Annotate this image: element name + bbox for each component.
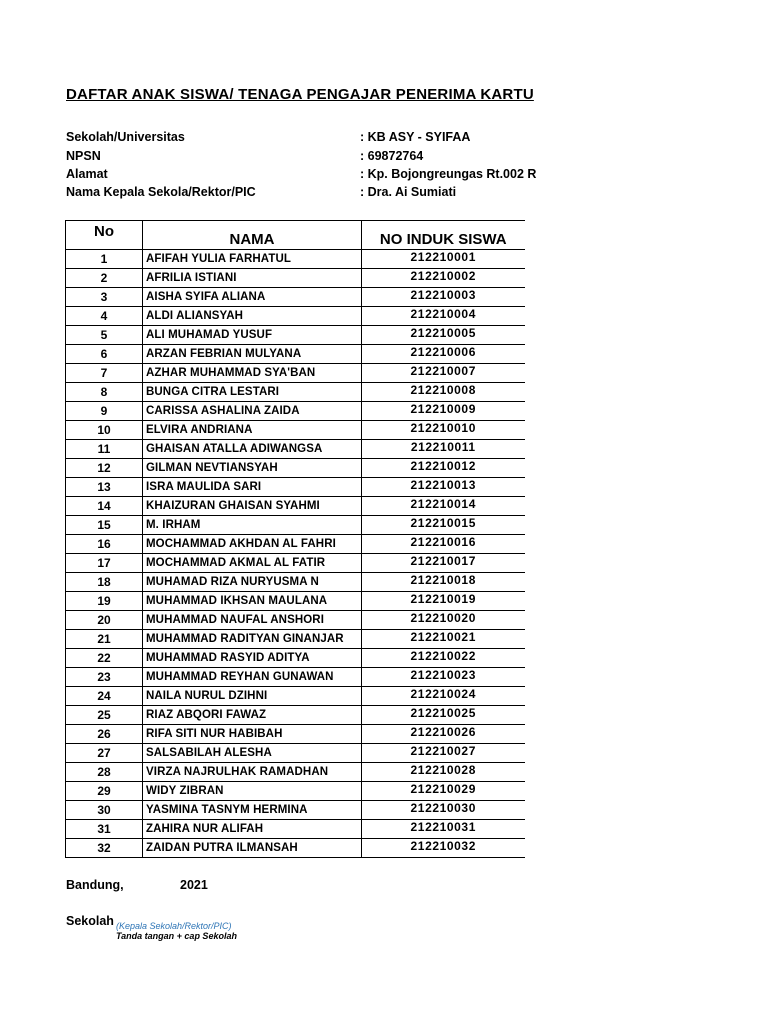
- table-row: [66, 801, 525, 820]
- cell-student-id: 212210011: [362, 440, 525, 459]
- cell-student-id: 212210008: [362, 383, 525, 402]
- cell-name: AFIFAH YULIA FARHATUL: [143, 250, 362, 269]
- cell-name: WIDY ZIBRAN: [143, 782, 362, 801]
- cell-name: SALSABILAH ALESHA: [143, 744, 362, 763]
- cell-student-id: 212210028: [362, 763, 525, 782]
- cell-student-id: 212210022: [362, 649, 525, 668]
- table-row: [66, 250, 525, 269]
- cell-student-id: 212210007: [362, 364, 525, 383]
- table-row: [66, 630, 525, 649]
- cell-name: RIFA SITI NUR HABIBAH: [143, 725, 362, 744]
- cell-no: 25: [66, 706, 143, 725]
- cell-name: CARISSA ASHALINA ZAIDA: [143, 402, 362, 421]
- cell-name: ARZAN FEBRIAN MULYANA: [143, 345, 362, 364]
- cell-student-id: 212210014: [362, 497, 525, 516]
- cell-student-id: 212210031: [362, 820, 525, 839]
- footer-year: 2021: [180, 878, 208, 892]
- header-name: NAMA: [143, 221, 362, 250]
- cell-no: 16: [66, 535, 143, 554]
- cell-no: 26: [66, 725, 143, 744]
- info-label: Sekolah/Universitas: [66, 130, 185, 144]
- header-student-id: NO INDUK SISWA: [362, 221, 525, 250]
- cell-student-id: 212210004: [362, 307, 525, 326]
- table-row: [66, 383, 525, 402]
- cell-student-id: 212210003: [362, 288, 525, 307]
- cell-no: 4: [66, 307, 143, 326]
- table-row: [66, 839, 525, 858]
- cell-student-id: 212210020: [362, 611, 525, 630]
- cell-student-id: 212210002: [362, 269, 525, 288]
- cell-name: GHAISAN ATALLA ADIWANGSA: [143, 440, 362, 459]
- cell-name: AISHA SYIFA ALIANA: [143, 288, 362, 307]
- footer-school-label: Sekolah: [66, 914, 114, 928]
- cell-student-id: 212210029: [362, 782, 525, 801]
- cell-name: RIAZ ABQORI FAWAZ: [143, 706, 362, 725]
- signature-note: Tanda tangan + cap Sekolah: [116, 931, 237, 941]
- document-title: DAFTAR ANAK SISWA/ TENAGA PENGAJAR PENERIMA KARTU: [66, 86, 534, 103]
- table-row: [66, 459, 525, 478]
- info-label: NPSN: [66, 149, 101, 163]
- cell-student-id: 212210023: [362, 668, 525, 687]
- table-row: [66, 687, 525, 706]
- cell-name: ALDI ALIANSYAH: [143, 307, 362, 326]
- info-value: : Kp. Bojongreungas Rt.002 R: [360, 167, 537, 181]
- table-row: [66, 573, 525, 592]
- table-row: [66, 307, 525, 326]
- table-row: [66, 402, 525, 421]
- table-row: [66, 269, 525, 288]
- cell-name: MOCHAMMAD AKMAL AL FATIR: [143, 554, 362, 573]
- cell-student-id: 212210016: [362, 535, 525, 554]
- cell-no: 24: [66, 687, 143, 706]
- cell-no: 3: [66, 288, 143, 307]
- table-row: [66, 611, 525, 630]
- cell-student-id: 212210005: [362, 326, 525, 345]
- table-row: [66, 288, 525, 307]
- cell-no: 2: [66, 269, 143, 288]
- cell-no: 11: [66, 440, 143, 459]
- table-row: [66, 326, 525, 345]
- info-value: : KB ASY - SYIFAA: [360, 130, 471, 144]
- cell-name: MUHAMAD RIZA NURYUSMA N: [143, 573, 362, 592]
- header-no: No: [66, 221, 143, 250]
- cell-name: VIRZA NAJRULHAK RAMADHAN: [143, 763, 362, 782]
- cell-no: 6: [66, 345, 143, 364]
- cell-no: 31: [66, 820, 143, 839]
- table-row: [66, 725, 525, 744]
- cell-student-id: 212210019: [362, 592, 525, 611]
- cell-no: 17: [66, 554, 143, 573]
- cell-student-id: 212210017: [362, 554, 525, 573]
- cell-name: NAILA NURUL DZIHNI: [143, 687, 362, 706]
- cell-name: AFRILIA ISTIANI: [143, 269, 362, 288]
- cell-student-id: 212210006: [362, 345, 525, 364]
- cell-student-id: 212210015: [362, 516, 525, 535]
- cell-no: 5: [66, 326, 143, 345]
- table-row: [66, 706, 525, 725]
- info-label: Alamat: [66, 167, 108, 181]
- cell-name: MUHAMMAD REYHAN GUNAWAN: [143, 668, 362, 687]
- cell-no: 30: [66, 801, 143, 820]
- cell-name: AZHAR MUHAMMAD SYA'BAN: [143, 364, 362, 383]
- table-row: [66, 820, 525, 839]
- cell-name: MUHAMMAD IKHSAN MAULANA: [143, 592, 362, 611]
- table-row: [66, 763, 525, 782]
- cell-no: 21: [66, 630, 143, 649]
- cell-name: M. IRHAM: [143, 516, 362, 535]
- cell-no: 12: [66, 459, 143, 478]
- table-row: [66, 345, 525, 364]
- info-label: Nama Kepala Sekola/Rektor/PIC: [66, 185, 256, 199]
- cell-student-id: 212210021: [362, 630, 525, 649]
- cell-student-id: 212210027: [362, 744, 525, 763]
- student-table: [65, 220, 525, 858]
- cell-student-id: 212210018: [362, 573, 525, 592]
- cell-student-id: 212210030: [362, 801, 525, 820]
- cell-student-id: 212210025: [362, 706, 525, 725]
- cell-no: 32: [66, 839, 143, 858]
- cell-no: 27: [66, 744, 143, 763]
- info-value: : Dra. Ai Sumiati: [360, 185, 457, 199]
- cell-name: ALI MUHAMAD YUSUF: [143, 326, 362, 345]
- footer-city: Bandung,: [66, 878, 124, 892]
- cell-no: 7: [66, 364, 143, 383]
- cell-no: 13: [66, 478, 143, 497]
- cell-no: 19: [66, 592, 143, 611]
- cell-name: GILMAN NEVTIANSYAH: [143, 459, 362, 478]
- table-row: [66, 668, 525, 687]
- cell-name: ZAHIRA NUR ALIFAH: [143, 820, 362, 839]
- signer-role: (Kepala Sekolah/Rektor/PIC): [116, 921, 232, 931]
- table-row: [66, 592, 525, 611]
- table-row: [66, 535, 525, 554]
- footer-school-label-clip: [66, 914, 114, 932]
- cell-no: 18: [66, 573, 143, 592]
- cell-name: BUNGA CITRA LESTARI: [143, 383, 362, 402]
- table-row: [66, 497, 525, 516]
- cell-no: 1: [66, 250, 143, 269]
- cell-student-id: 212210010: [362, 421, 525, 440]
- cell-name: ISRA MAULIDA SARI: [143, 478, 362, 497]
- table-header-row: [66, 221, 525, 250]
- table-row: [66, 554, 525, 573]
- cell-name: MUHAMMAD NAUFAL ANSHORI: [143, 611, 362, 630]
- cell-name: KHAIZURAN GHAISAN SYAHMI: [143, 497, 362, 516]
- cell-no: 29: [66, 782, 143, 801]
- table-row: [66, 421, 525, 440]
- cell-student-id: 212210013: [362, 478, 525, 497]
- cell-student-id: 212210009: [362, 402, 525, 421]
- cell-no: 8: [66, 383, 143, 402]
- cell-name: YASMINA TASNYM HERMINA: [143, 801, 362, 820]
- cell-student-id: 212210012: [362, 459, 525, 478]
- table-row: [66, 440, 525, 459]
- cell-name: MUHAMMAD RADITYAN GINANJAR: [143, 630, 362, 649]
- cell-no: 28: [66, 763, 143, 782]
- table-row: [66, 516, 525, 535]
- cell-no: 22: [66, 649, 143, 668]
- cell-no: 9: [66, 402, 143, 421]
- cell-no: 23: [66, 668, 143, 687]
- cell-no: 15: [66, 516, 143, 535]
- cell-name: ELVIRA ANDRIANA: [143, 421, 362, 440]
- table-row: [66, 478, 525, 497]
- table-row: [66, 782, 525, 801]
- cell-student-id: 212210026: [362, 725, 525, 744]
- cell-no: 14: [66, 497, 143, 516]
- cell-no: 10: [66, 421, 143, 440]
- cell-no: 20: [66, 611, 143, 630]
- cell-student-id: 212210032: [362, 839, 525, 858]
- table-row: [66, 364, 525, 383]
- cell-student-id: 212210001: [362, 250, 525, 269]
- cell-name: ZAIDAN PUTRA ILMANSAH: [143, 839, 362, 858]
- table-row: [66, 649, 525, 668]
- info-value: : 69872764: [360, 149, 424, 163]
- table-row: [66, 744, 525, 763]
- cell-name: MOCHAMMAD AKHDAN AL FAHRI: [143, 535, 362, 554]
- cell-name: MUHAMMAD RASYID ADITYA: [143, 649, 362, 668]
- table-body: [66, 250, 525, 858]
- cell-student-id: 212210024: [362, 687, 525, 706]
